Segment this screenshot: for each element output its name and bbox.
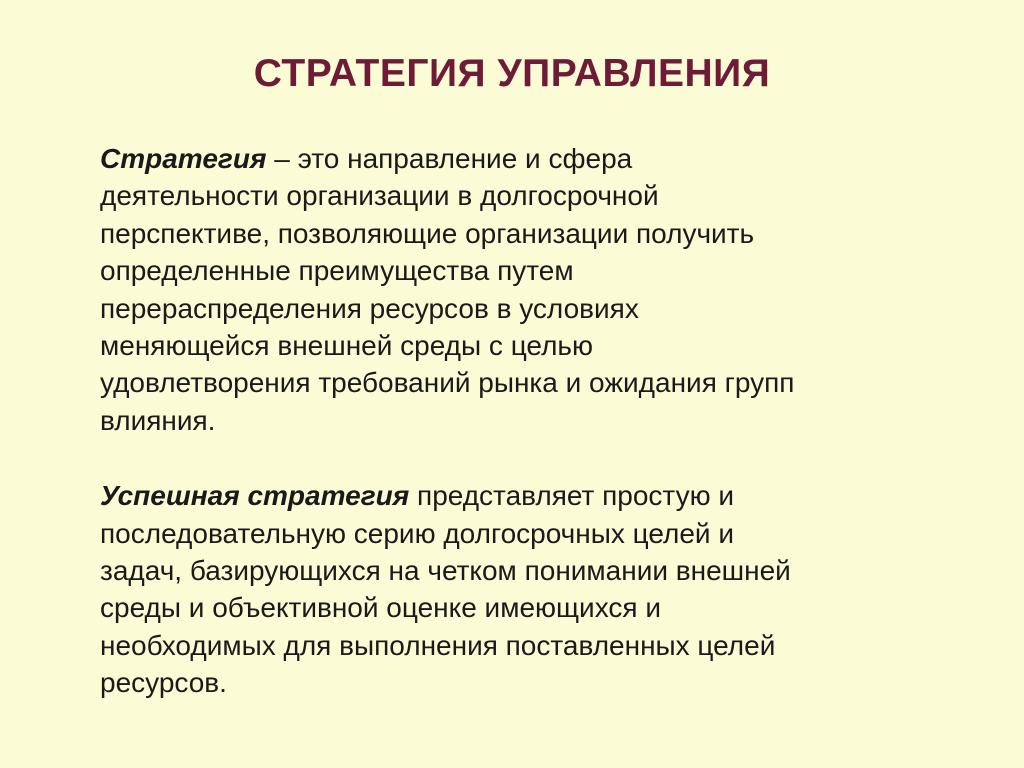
definition-paragraph — [100, 140, 980, 439]
paragraph-line: представляет простую и — [409, 480, 734, 512]
paragraph-line: влияния. — [100, 404, 216, 436]
paragraph-line: – это направление и сфера — [266, 143, 633, 174]
definition-term: Стратегия — [100, 143, 267, 174]
paragraph-line: ресурсов. — [100, 667, 227, 699]
paragraph-line: определенные преимущества путем — [100, 255, 574, 287]
paragraph-line: перспективе, позволяющие организации получить — [100, 217, 755, 249]
slide-title: СТРАТЕГИЯ УПРАВЛЕНИЯ — [253, 52, 771, 95]
paragraph-line: деятельности организации в долгосрочной — [100, 180, 659, 212]
paragraph-line: удовлетворения требований рынка и ожидания групп — [100, 367, 795, 399]
paragraph-line: последовательную серию долгосрочных целей и — [100, 517, 734, 549]
paragraph-line: среды и объективной оценке имеющихся и — [100, 592, 661, 624]
slide-body — [100, 140, 980, 702]
paragraph-line: перераспределения ресурсов в условиях — [100, 292, 639, 324]
successful-strategy-term: Успешная стратегия — [100, 480, 410, 512]
paragraph-line: меняющейся внешней среды с целью — [100, 330, 593, 362]
paragraph-line: необходимых для выполнения поставленных целей — [100, 629, 776, 661]
paragraph-line: задач, базирующихся на четком понимании внешней — [100, 555, 791, 587]
successful-strategy-paragraph — [100, 477, 980, 701]
